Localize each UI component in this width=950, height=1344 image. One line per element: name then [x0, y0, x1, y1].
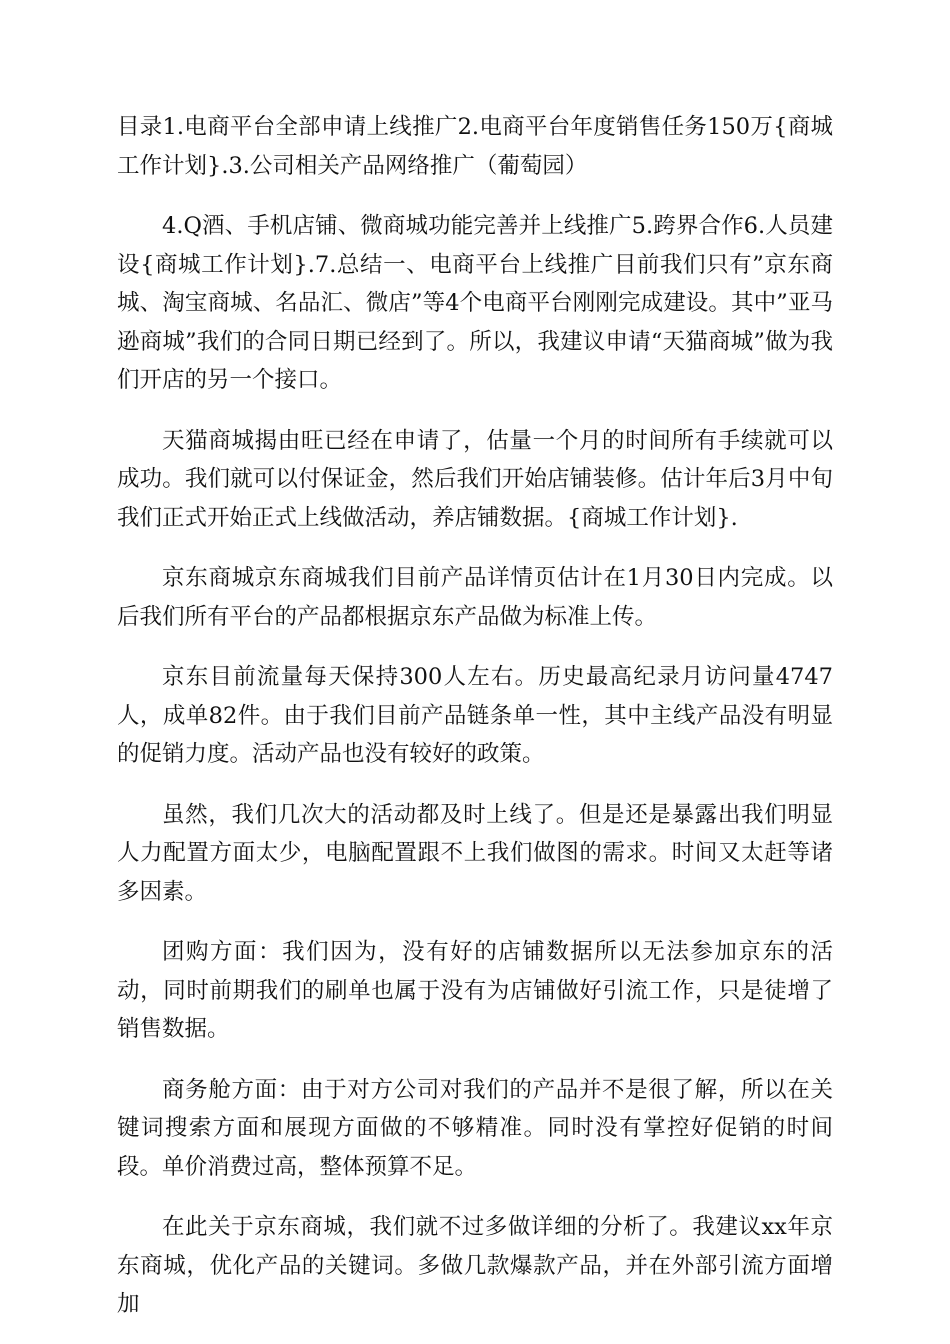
paragraph-platform-launch: 4.Q酒、手机店铺、微商城功能完善并上线推广5.跨界合作6.人员建设{商城工作计划}.7.总结一、电商平台上线推广目前我们只有”京东商城、淘宝商城、名品汇、微店”等4个电商平台刚刚完成建设。其中”亚马逊商城”我们的合同日期已经到了。所以，我建议申请“天猫商城”做为我们开店的另一个接口。 — [117, 213, 833, 393]
paragraph-group-buying: 团购方面：我们因为，没有好的店铺数据所以无法参加京东的活动，同时前期我们的刷单也属于没有为店铺做好引流工作，只是徒增了销售数据。 — [117, 939, 833, 1042]
paragraph-business-class: 商务舱方面：由于对方公司对我们的产品并不是很了解，所以在关键词搜索方面和展现方面做的不够精准。同时没有掌控好促销的时间段。单价消费过高，整体预算不足。 — [117, 1076, 833, 1180]
paragraph-table-of-contents: 目录1.电商平台全部申请上线推广2.电商平台年度销售任务150万{商城工作计划}.3.公司相关产品网络推广（葡萄园） — [117, 114, 833, 179]
paragraph-jd-summary: 在此关于京东商城，我们就不过多做详细的分析了。我建议xx年京东商城，优化产品的关键词。多做几款爆款产品，并在外部引流方面增加 — [117, 1214, 833, 1317]
paragraph-jd-traffic: 京东目前流量每天保持300人左右。历史最高纪录月访问量4747人，成单82件。由于我们目前产品链条单一性，其中主线产品没有明显的促销力度。活动产品也没有较好的政策。 — [117, 664, 833, 767]
paragraph-tmall: 天猫商城揭由旺已经在申请了，估量一个月的时间所有手续就可以成功。我们就可以付保证金，然后我们开始店铺装修。估计年后3月中旬我们正式开始正式上线做活动，养店铺数据。{商城工作计划}. — [117, 427, 833, 531]
paragraph-jd-detail-pages: 京东商城京东商城我们目前产品详情页估计在1月30日内完成。以后我们所有平台的产品都根据京东产品做为标准上传。 — [117, 565, 833, 630]
paragraph-activities: 虽然，我们几次大的活动都及时上线了。但是还是暴露出我们明显人力配置方面太少，电脑配置跟不上我们做图的需求。时间又太赶等诸多因素。 — [117, 801, 833, 905]
